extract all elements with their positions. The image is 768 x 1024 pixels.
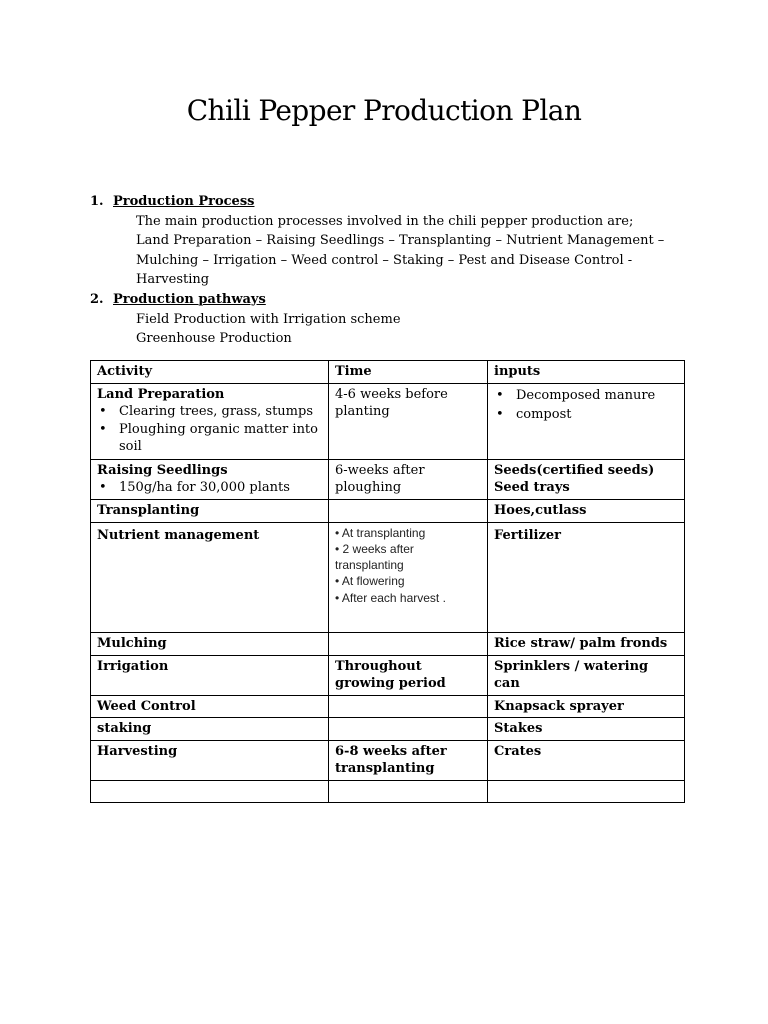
section-heading: Production pathways <box>113 292 266 307</box>
page-title: Chili Pepper Production Plan <box>186 94 582 127</box>
time-note: • 2 weeks after transplanting <box>335 542 414 572</box>
section-line: Harvesting <box>136 272 210 287</box>
section-line: The main production processes involved in the chili pepper production are; <box>136 213 634 229</box>
time-note: • After each harvest . <box>335 590 446 605</box>
cell-activity: Nutrient management <box>91 522 329 632</box>
cell-activity <box>91 459 329 499</box>
list-item: • 150g/ha for 30,000 plants <box>119 479 322 497</box>
cell-activity: Mulching <box>91 632 329 655</box>
cell-time <box>329 522 488 632</box>
cell-time <box>329 632 488 655</box>
inputs-bullets <box>494 387 678 424</box>
time-note: • At flowering <box>335 574 405 588</box>
cell-inputs: Crates <box>488 740 685 780</box>
cell-inputs <box>488 383 685 459</box>
time-note: • At transplanting <box>335 525 426 540</box>
header-activity: Activity <box>91 361 329 384</box>
cell-activity <box>91 383 329 459</box>
cell-activity: Harvesting <box>91 740 329 780</box>
list-item: • compost <box>516 406 678 424</box>
cell-inputs: Knapsack sprayer <box>488 695 685 718</box>
list-item: • Ploughing organic matter into soil <box>119 421 322 456</box>
inputs-line: Seeds(certified seeds) <box>494 462 655 478</box>
cell-time: 6-weeks after ploughing <box>329 459 488 499</box>
activity-bullets <box>97 479 322 497</box>
table-row <box>91 459 685 499</box>
cell-activity: Irrigation <box>91 655 329 695</box>
activity-bullets <box>97 403 322 456</box>
cell-inputs <box>488 459 685 499</box>
cell-time: 6-8 weeks after transplanting <box>329 740 488 780</box>
section-body <box>90 212 690 290</box>
cell-time <box>329 695 488 718</box>
table-row <box>91 740 685 780</box>
activity-title: Raising Seedlings <box>97 462 228 478</box>
header-inputs: inputs <box>488 361 685 384</box>
cell-inputs: Fertilizer <box>488 522 685 632</box>
section-line: Field Production with Irrigation scheme <box>136 311 401 327</box>
section-line: Mulching – Irrigation – Weed control – Staking – Pest and Disease Control - <box>136 252 633 268</box>
table-row <box>91 655 685 695</box>
section-line: Greenhouse Production <box>136 331 292 346</box>
cell-activity: Weed Control <box>91 695 329 718</box>
section-number: 1. <box>90 194 104 209</box>
cell-inputs: Sprinklers / watering can <box>488 655 685 695</box>
table-header-row <box>91 361 685 384</box>
activity-title: Land Preparation <box>97 386 225 402</box>
cell-time: 4-6 weeks before planting <box>329 383 488 459</box>
cell-activity: staking <box>91 718 329 741</box>
cell-time <box>329 499 488 522</box>
cell-inputs <box>488 780 685 802</box>
cell-inputs: Hoes,cutlass <box>488 499 685 522</box>
cell-time <box>329 780 488 802</box>
table-row <box>91 718 685 741</box>
table-row <box>91 632 685 655</box>
cell-activity <box>91 780 329 802</box>
table-row <box>91 695 685 718</box>
section-heading: Production Process <box>113 194 255 209</box>
cell-activity: Transplanting <box>91 499 329 522</box>
cell-inputs: Stakes <box>488 718 685 741</box>
list-item: • Clearing trees, grass, stumps <box>119 403 322 421</box>
list-item: • Decomposed manure <box>516 387 678 405</box>
production-table <box>90 360 685 803</box>
section-number: 2. <box>90 292 104 307</box>
section-production-process <box>90 192 690 290</box>
cell-time: Throughout growing period <box>329 655 488 695</box>
cell-inputs: Rice straw/ palm fronds <box>488 632 685 655</box>
table-row <box>91 383 685 459</box>
table-row <box>91 780 685 802</box>
table-row <box>91 522 685 632</box>
table-row <box>91 499 685 522</box>
section-body <box>90 310 690 349</box>
header-time: Time <box>329 361 488 384</box>
section-line: Land Preparation – Raising Seedlings – Transplanting – Nutrient Management – <box>136 233 665 248</box>
cell-time <box>329 718 488 741</box>
inputs-line: Seed trays <box>494 480 570 495</box>
section-production-pathways <box>90 290 690 349</box>
